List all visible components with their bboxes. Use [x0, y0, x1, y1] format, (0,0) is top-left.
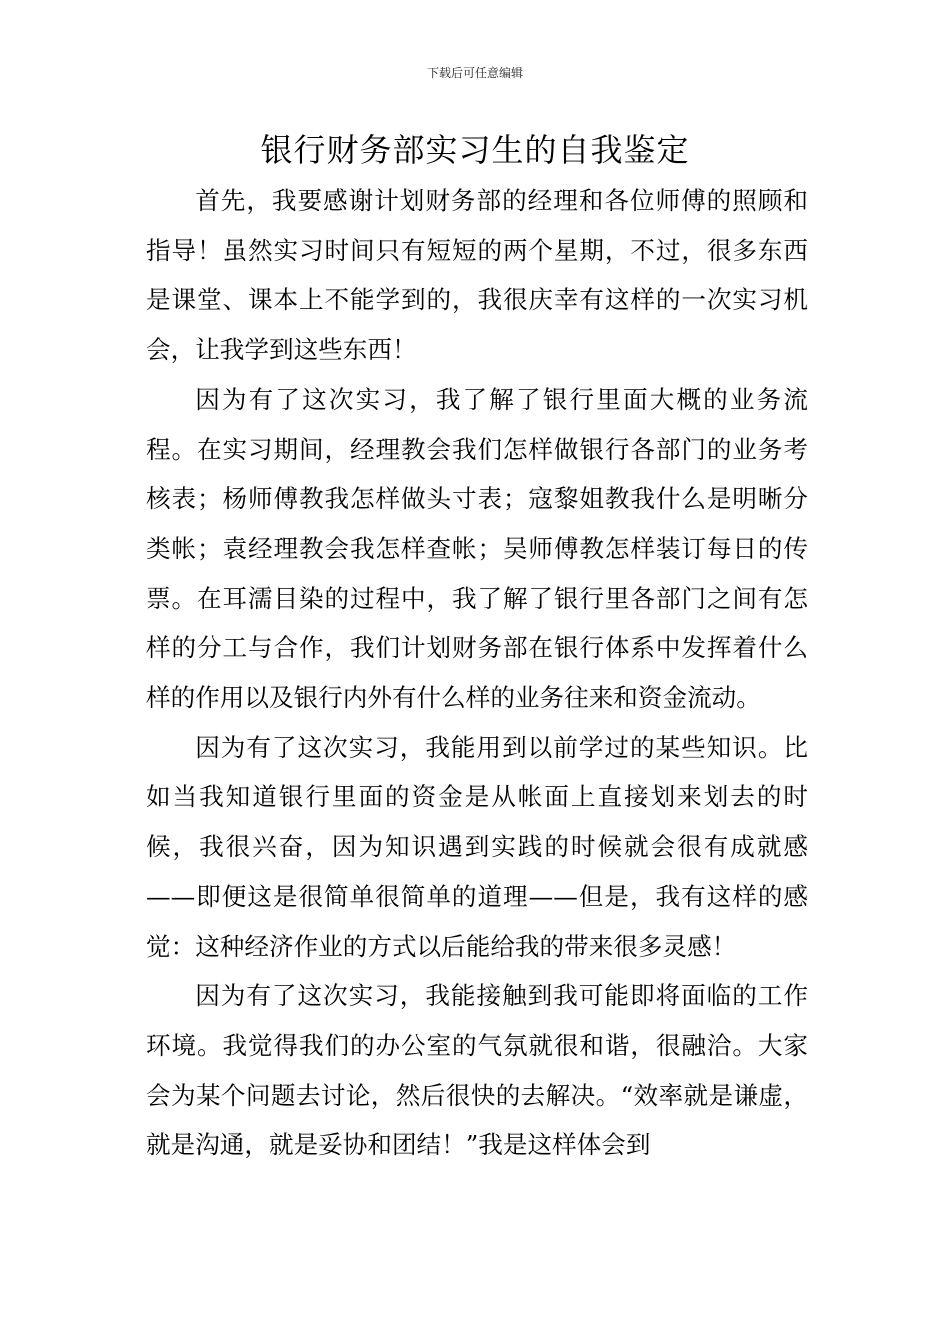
paragraph-4: 因为有了这次实习，我能接触到我可能即将面临的工作环境。我觉得我们的办公室的气氛就很和谐，很融洽。大家会为某个问题去讨论，然后很快的去解决。“效率就是谦虚，就是沟通，就是妥协和团结！”我是这样体会到	[146, 981, 808, 1160]
document-body	[146, 176, 808, 1170]
document-title: 银行财务部实习生的自我鉴定	[260, 131, 690, 169]
paragraph-3: 因为有了这次实习，我能用到以前学过的某些知识。比如当我知道银行里面的资金是从帐面上直接划来划去的时候，我很兴奋，因为知识遇到实践的时候就会很有成就感——即便这是很简单很简单的道理——但是，我有这样的感觉：这种经济作业的方式以后能给我的带来很多灵感！	[146, 732, 808, 961]
paragraph-2: 因为有了这次实习，我了解了银行里面大概的业务流程。在实习期间，经理教会我们怎样做银行各部门的业务考核表；杨师傅教我怎样做头寸表；寇黎姐教我什么是明晰分类帐；袁经理教会我怎样查帐；吴师傅教怎样装订每日的传票。在耳濡目染的过程中，我了解了银行里各部门之间有怎样的分工与合作，我们计划财务部在银行体系中发挥着什么样的作用以及银行内外有什么样的业务往来和资金流动。	[146, 384, 808, 713]
header-note: 下载后可任意编辑	[426, 66, 523, 80]
paragraph-1: 首先，我要感谢计划财务部的经理和各位师傅的照顾和指导！虽然实习时间只有短短的两个星期，不过，很多东西是课堂、课本上不能学到的，我很庆幸有这样的一次实习机会，让我学到这些东西！	[146, 186, 808, 365]
